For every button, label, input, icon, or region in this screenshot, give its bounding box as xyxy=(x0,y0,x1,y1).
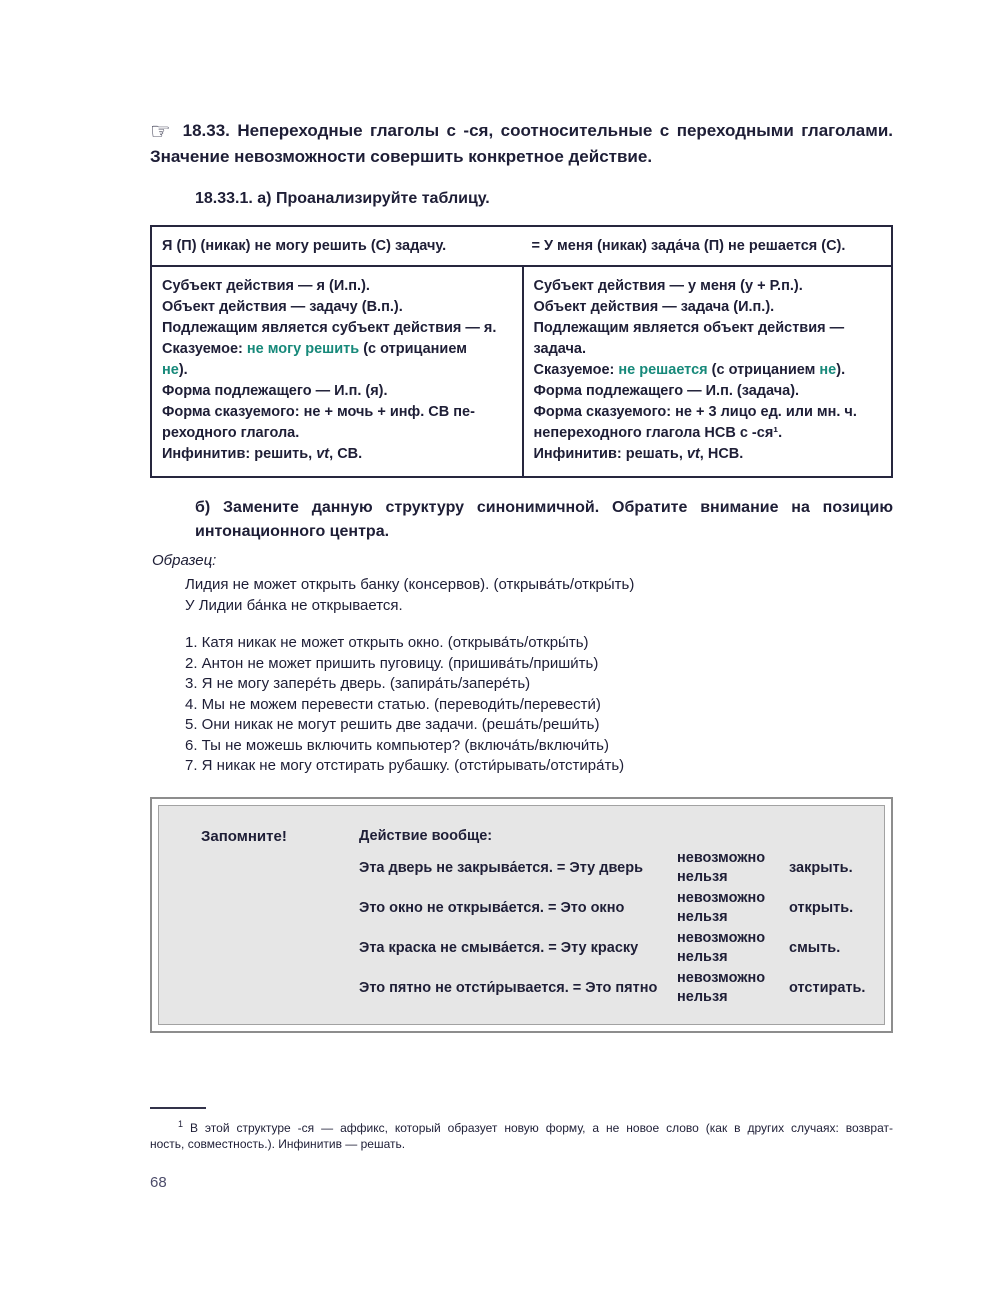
remember-option: нельзя xyxy=(677,948,728,965)
remember-box-panel xyxy=(158,805,885,1025)
footnote-line-2: ность, совместность.). Инфинитив — решать. xyxy=(150,1136,406,1151)
footnote xyxy=(150,1107,893,1152)
footnote-marker: 1 xyxy=(178,1118,184,1129)
remember-sentence: Это окно не открыва́ется. = Это окно xyxy=(359,899,625,916)
grammar-table-body-row xyxy=(152,267,891,476)
list-item: 5. Они никак не могут решить две задачи. (реша́ть/реши́ть) xyxy=(185,716,600,733)
remember-row xyxy=(359,928,876,968)
pointing-hand-icon: ☞ xyxy=(150,118,171,144)
example-label: Образец: xyxy=(152,552,217,569)
remember-option: нельзя xyxy=(677,988,728,1005)
section-heading xyxy=(150,118,893,170)
heading-text-1: 18.33. Непереходные глаголы с -ся, соотносительные с переходными глаголами. xyxy=(182,121,893,140)
remember-verb: смыть. xyxy=(789,939,841,956)
remember-sentence: Эта дверь не закрыва́ется. = Эту дверь xyxy=(359,859,644,876)
remember-row xyxy=(359,888,876,928)
table-header-left: Я (П) (никак) не могу решить (С) задачу. xyxy=(162,238,447,254)
remember-box xyxy=(150,797,893,1033)
remember-title: Действие вообще: xyxy=(359,827,493,844)
remember-options xyxy=(677,969,789,1007)
example-line: У Лидии ба́нка не открывается. xyxy=(185,597,403,614)
remember-options xyxy=(677,929,789,967)
task-a-subheading: 18.33.1. а) Проанализируйте таблицу. xyxy=(195,190,490,207)
list-item: 1. Катя никак не может открыть окно. (открыва́ть/откры́ть) xyxy=(185,634,589,651)
remember-verb: открыть. xyxy=(789,899,854,916)
footnote-rule xyxy=(150,1107,206,1109)
example-block xyxy=(185,574,893,616)
list-item: 4. Мы не можем перевести статью. (переводи́ть/перевести́) xyxy=(185,695,601,713)
grammar-table-header-row xyxy=(152,227,891,267)
remember-label: Запомните! xyxy=(201,827,287,845)
heading-line-2: Значение невозможности совершить конкретное действие. xyxy=(150,147,653,166)
table-cell-left: Субъект действия — я (И.п.). Объект действия — задачу (В.п.). Подлежащим является субъект действия — я. Сказуемое: не могу решить (с отрицанием не). Форма подлежащего — И.п. (я). Форма сказуемого: не + мочь + инф. СВ пе- реходного глагола. Инфинитив: решить, vt, СВ. xyxy=(162,278,497,462)
task-b-line-1: б) Замените данную структуру синонимичной. Обратите внимание на позицию xyxy=(195,499,893,516)
list-item: 2. Антон не может пришить пуговицу. (пришива́ть/приши́ть) xyxy=(185,654,599,672)
remember-option: невозможно xyxy=(677,929,766,946)
remember-row xyxy=(359,848,876,888)
remember-options xyxy=(677,889,789,927)
exercise-list xyxy=(185,633,893,777)
footnote-text: В этой структуре -ся — аффикс, который образует новую форму, а не новое слово (как в других случаях: возврат- xyxy=(189,1120,893,1135)
remember-option: невозможно xyxy=(677,889,766,906)
task-b-subheading xyxy=(195,496,893,544)
list-item: 6. Ты не можешь включить компьютер? (включа́ть/включи́ть) xyxy=(185,736,609,754)
remember-option: нельзя xyxy=(677,868,728,885)
heading-line-1 xyxy=(150,118,893,144)
remember-sentence: Это пятно не отсти́рывается. = Это пятно xyxy=(359,979,658,996)
page-number: 68 xyxy=(150,1173,167,1191)
list-item: 7. Я никак не могу отстирать рубашку. (отсти́рывать/отстира́ть) xyxy=(185,757,625,774)
task-b-line-2: интонационного центра. xyxy=(195,523,390,540)
remember-row xyxy=(359,968,876,1008)
footnote-line-1 xyxy=(150,1116,893,1136)
remember-content xyxy=(359,828,884,1008)
remember-option: нельзя xyxy=(677,908,728,925)
list-item: 3. Я не могу запере́ть дверь. (запира́ть/запере́ть) xyxy=(185,675,531,692)
table-header-right: = У меня (никак) зада́ча (П) не решается (С). xyxy=(531,238,846,254)
remember-option: невозможно xyxy=(677,969,766,986)
remember-options xyxy=(677,849,789,887)
example-line: Лидия не может открыть банку (консервов). (открыва́ть/откры́ть) xyxy=(185,576,635,593)
remember-sentence: Эта краска не смыва́ется. = Эту краску xyxy=(359,939,639,956)
remember-verb: отстирать. xyxy=(789,979,866,996)
grammar-table xyxy=(150,225,893,478)
remember-verb: закрыть. xyxy=(789,859,853,876)
table-cell-right: Субъект действия — у меня (у + Р.п.). Объект действия — задача (И.п.). Подлежащим является объект действия — задача. Сказуемое: не решается (с отрицанием не). Форма подлежащего — И.п. (задача). Форма сказуемого: не + 3 лицо ед. или мн. ч. непереходного глагола НСВ с -ся¹. Инфинитив: решать, vt, НСВ. xyxy=(522,267,892,476)
remember-option: невозможно xyxy=(677,849,766,866)
